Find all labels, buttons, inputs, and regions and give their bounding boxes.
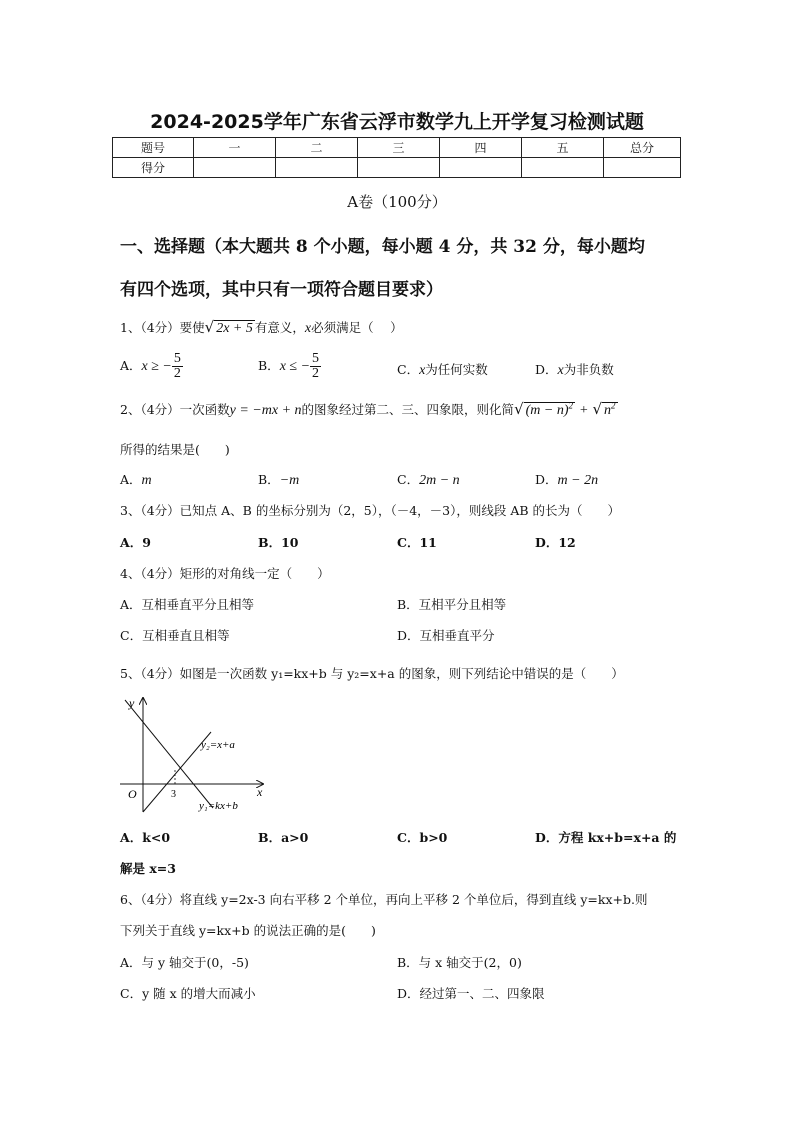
- q1-mid: 有意义，: [254, 320, 305, 335]
- q2-sqrt2-base: n: [604, 403, 611, 418]
- q1-option-d-var: x: [557, 363, 564, 378]
- q4-option-b[interactable]: B．互相平分且相等: [397, 597, 507, 612]
- q6-option-b[interactable]: B．与 x 轴交于(2，0): [397, 955, 522, 970]
- score-header-cell: 四: [440, 138, 522, 158]
- q4-option-a[interactable]: A．互相垂直平分且相等: [120, 597, 255, 612]
- score-cell[interactable]: [194, 158, 276, 178]
- q1-option-c-var: x: [419, 363, 426, 378]
- q2-sqrt-sign-2: √: [592, 400, 602, 418]
- q1-option-b[interactable]: [258, 352, 321, 381]
- q1-radicand: 2x + 5: [216, 321, 253, 336]
- score-cell[interactable]: [276, 158, 358, 178]
- y-axis-label: y: [129, 696, 135, 710]
- fraction-numerator: 5: [173, 351, 181, 366]
- q2-option-a[interactable]: [120, 470, 152, 489]
- score-header-cell: 五: [522, 138, 604, 158]
- q6-option-c[interactable]: C．y 随 x 的增大而减小: [120, 986, 256, 1001]
- q5-option-b[interactable]: B．a>0: [258, 830, 309, 845]
- q1-var: x: [304, 321, 312, 336]
- q2-sqrt1-base: (m − n): [525, 403, 569, 418]
- q3-option-a[interactable]: A．9: [120, 535, 151, 550]
- score-header-cell: 二: [276, 138, 358, 158]
- q2-sqrt2-exp: 2: [611, 400, 616, 411]
- line-y1: [125, 700, 213, 808]
- q3-option-c[interactable]: C．11: [397, 535, 437, 550]
- q1-sqrt-sign: √: [204, 318, 215, 336]
- fraction-numerator: 5: [312, 351, 320, 366]
- q1-option-d-label: D．: [535, 362, 558, 377]
- q1-option-a[interactable]: [120, 352, 183, 381]
- line-y1-label: y₁=kx+b: [199, 800, 238, 812]
- q2-mid: 的图象经过第二、三、四象限，则化简: [301, 402, 515, 417]
- q2-option-a-label: A．: [120, 472, 142, 487]
- q3-option-b[interactable]: B．10: [258, 535, 299, 550]
- q2-expr: y = −mx + n: [229, 403, 302, 418]
- q1-prefix: 1、（4分）要使: [120, 320, 205, 335]
- q1-option-b-expr: x ≤ −: [279, 359, 311, 374]
- q2-option-b-label: B．: [258, 472, 280, 487]
- q6-option-d[interactable]: D．经过第一、二、四象限: [397, 986, 545, 1001]
- q1-option-c-label: C．: [397, 362, 420, 377]
- line-y2-label: y₂=x+a: [201, 739, 235, 751]
- q2-option-c-expr: 2m − n: [419, 473, 460, 488]
- section-heading-line1: 一、选择题（本大题共 8 个小题，每小题 4 分，共 32 分，每小题均: [120, 237, 645, 257]
- q1-suffix: 必须满足（ ）: [311, 320, 403, 335]
- q1-option-a-expr: x ≥ −: [141, 359, 172, 374]
- score-cell[interactable]: [522, 158, 604, 178]
- question-2: [120, 400, 618, 419]
- q5-option-c[interactable]: C．b>0: [397, 830, 448, 845]
- score-table-score-row: [113, 158, 681, 178]
- fraction-denominator: 2: [173, 366, 181, 381]
- score-cell[interactable]: [440, 158, 522, 178]
- q2-option-b-expr: −m: [279, 473, 300, 488]
- score-row-label: 得分: [113, 158, 194, 178]
- score-header-cell: 三: [358, 138, 440, 158]
- q5-option-d-continuation: 解是 x=3: [120, 861, 176, 876]
- q2-prefix: 2、（4分）一次函数: [120, 402, 230, 417]
- q2-option-c[interactable]: [397, 470, 460, 489]
- section-subtitle: A卷（100分）: [347, 193, 447, 211]
- score-cell[interactable]: [604, 158, 681, 178]
- score-table: [112, 137, 681, 178]
- q5-option-a[interactable]: A．k<0: [120, 830, 171, 845]
- q2-option-a-expr: m: [141, 473, 152, 488]
- q2-line2: 所得的结果是( ): [120, 442, 230, 457]
- question-3: 3、（4分）已知点 A、B 的坐标分别为（2，5），（－4，－3），则线段 AB 的长为（ ）: [120, 503, 621, 518]
- question-6-line1: 6、（4分）将直线 y=2x-3 向右平移 2 个单位，再向上平移 2 个单位后，得到直线 y=kx+b.则: [120, 892, 648, 907]
- score-header-cell: 一: [194, 138, 276, 158]
- origin-label: O: [128, 787, 137, 801]
- question-1: [120, 318, 403, 337]
- question-5: 5、（4分）如图是一次函数 y₁=kx+b 与 y₂=x+a 的图象，则下列结论中错误的是（ ）: [120, 666, 624, 681]
- q2-plus: +: [579, 403, 589, 418]
- q3-option-d[interactable]: D．12: [535, 535, 576, 550]
- q2-option-d-expr: m − 2n: [557, 473, 599, 488]
- score-cell[interactable]: [358, 158, 440, 178]
- q2-sqrt1-exp: 2: [568, 400, 574, 411]
- fraction-denominator: 2: [312, 366, 320, 381]
- q2-sqrt2: [602, 402, 618, 418]
- q2-option-c-label: C．: [397, 472, 420, 487]
- page-title: 2024-2025学年广东省云浮市数学九上开学复习检测试题: [150, 111, 644, 133]
- question-4: 4、（4分）矩形的对角线一定（ ）: [120, 566, 330, 581]
- q2-option-d[interactable]: [535, 470, 598, 489]
- x-axis-label: x: [257, 785, 263, 799]
- q2-option-b[interactable]: [258, 470, 299, 489]
- q1-option-a-label: A．: [120, 358, 142, 373]
- tick-label-3: 3: [171, 789, 176, 800]
- score-table-header-row: [113, 138, 681, 158]
- q2-option-d-label: D．: [535, 472, 558, 487]
- q4-option-d[interactable]: D．互相垂直平分: [397, 628, 495, 643]
- q5-option-d[interactable]: D．方程 kx+b=x+a 的: [535, 830, 677, 845]
- q1-option-d[interactable]: [535, 360, 614, 379]
- q6-option-a[interactable]: A．与 y 轴交于(0，-5): [120, 955, 249, 970]
- q1-option-a-fraction: [172, 352, 183, 381]
- q1-option-b-label: B．: [258, 358, 280, 373]
- score-header-cell: 题号: [113, 138, 194, 158]
- q2-sqrt1: [524, 402, 575, 418]
- q5-figure: [115, 690, 275, 820]
- q2-sqrt-sign-1: √: [514, 400, 524, 418]
- q4-option-c[interactable]: C．互相垂直且相等: [120, 628, 230, 643]
- q1-option-c-text: 为任何实数: [425, 362, 488, 377]
- q1-option-c[interactable]: [397, 360, 488, 379]
- section-heading-line2: 有四个选项，其中只有一项符合题目要求）: [120, 280, 443, 300]
- q1-option-b-fraction: [310, 352, 321, 381]
- question-6-line2: 下列关于直线 y=kx+b 的说法正确的是( ): [120, 923, 376, 938]
- q1-option-d-text: 为非负数: [563, 362, 614, 377]
- score-header-cell: 总分: [604, 138, 681, 158]
